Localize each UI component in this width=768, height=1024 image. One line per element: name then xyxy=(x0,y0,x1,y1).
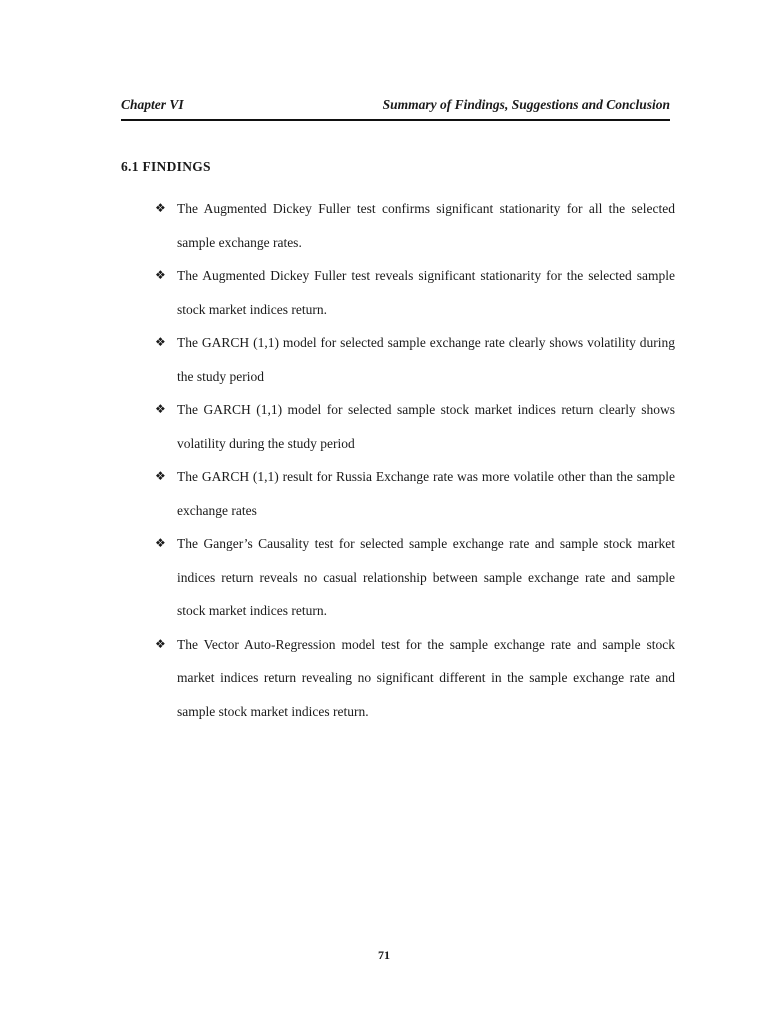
finding-item xyxy=(155,527,675,628)
chapter-title: Summary of Findings, Suggestions and Conclusion xyxy=(382,97,670,112)
findings-list xyxy=(155,192,675,728)
page-header xyxy=(121,95,670,117)
finding-text: The Vector Auto-Regression model test for the sample exchange rate and sample stock market indices return revealing no significant different in the sample exchange rate and sample stock market indices return. xyxy=(177,636,675,719)
finding-text: The Ganger’s Causality test for selected sample exchange rate and sample stock market indices return reveals no casual relationship between sample exchange rate and sample stock market indices return. xyxy=(177,536,675,618)
finding-item xyxy=(155,192,675,259)
finding-item xyxy=(155,460,675,527)
diamond-bullet-icon: ❖ xyxy=(155,536,166,550)
diamond-bullet-icon: ❖ xyxy=(155,201,166,215)
diamond-bullet-icon: ❖ xyxy=(155,469,166,483)
diamond-bullet-icon: ❖ xyxy=(155,268,166,282)
finding-text: The GARCH (1,1) model for selected sample exchange rate clearly shows volatility during the study period xyxy=(177,335,675,384)
diamond-bullet-icon: ❖ xyxy=(155,636,166,651)
diamond-bullet-icon: ❖ xyxy=(155,402,166,416)
finding-item xyxy=(155,326,675,393)
header-divider xyxy=(121,119,670,121)
diamond-bullet-icon: ❖ xyxy=(155,335,166,349)
chapter-label: Chapter VI xyxy=(121,97,184,112)
finding-text: The Augmented Dickey Fuller test confirms significant stationarity for all the selected sample exchange rates. xyxy=(177,201,675,250)
finding-item xyxy=(155,628,675,729)
finding-item xyxy=(155,393,675,460)
finding-text: The GARCH (1,1) result for Russia Exchange rate was more volatile other than the sample exchange rates xyxy=(177,469,675,518)
finding-text: The Augmented Dickey Fuller test reveals significant stationarity for the selected sample stock market indices return. xyxy=(177,268,675,317)
page-number: 71 xyxy=(378,948,390,962)
finding-text: The GARCH (1,1) model for selected sample stock market indices return clearly shows volatility during the study period xyxy=(177,402,675,451)
section-heading: 6.1 FINDINGS xyxy=(121,159,211,174)
finding-item xyxy=(155,259,675,326)
